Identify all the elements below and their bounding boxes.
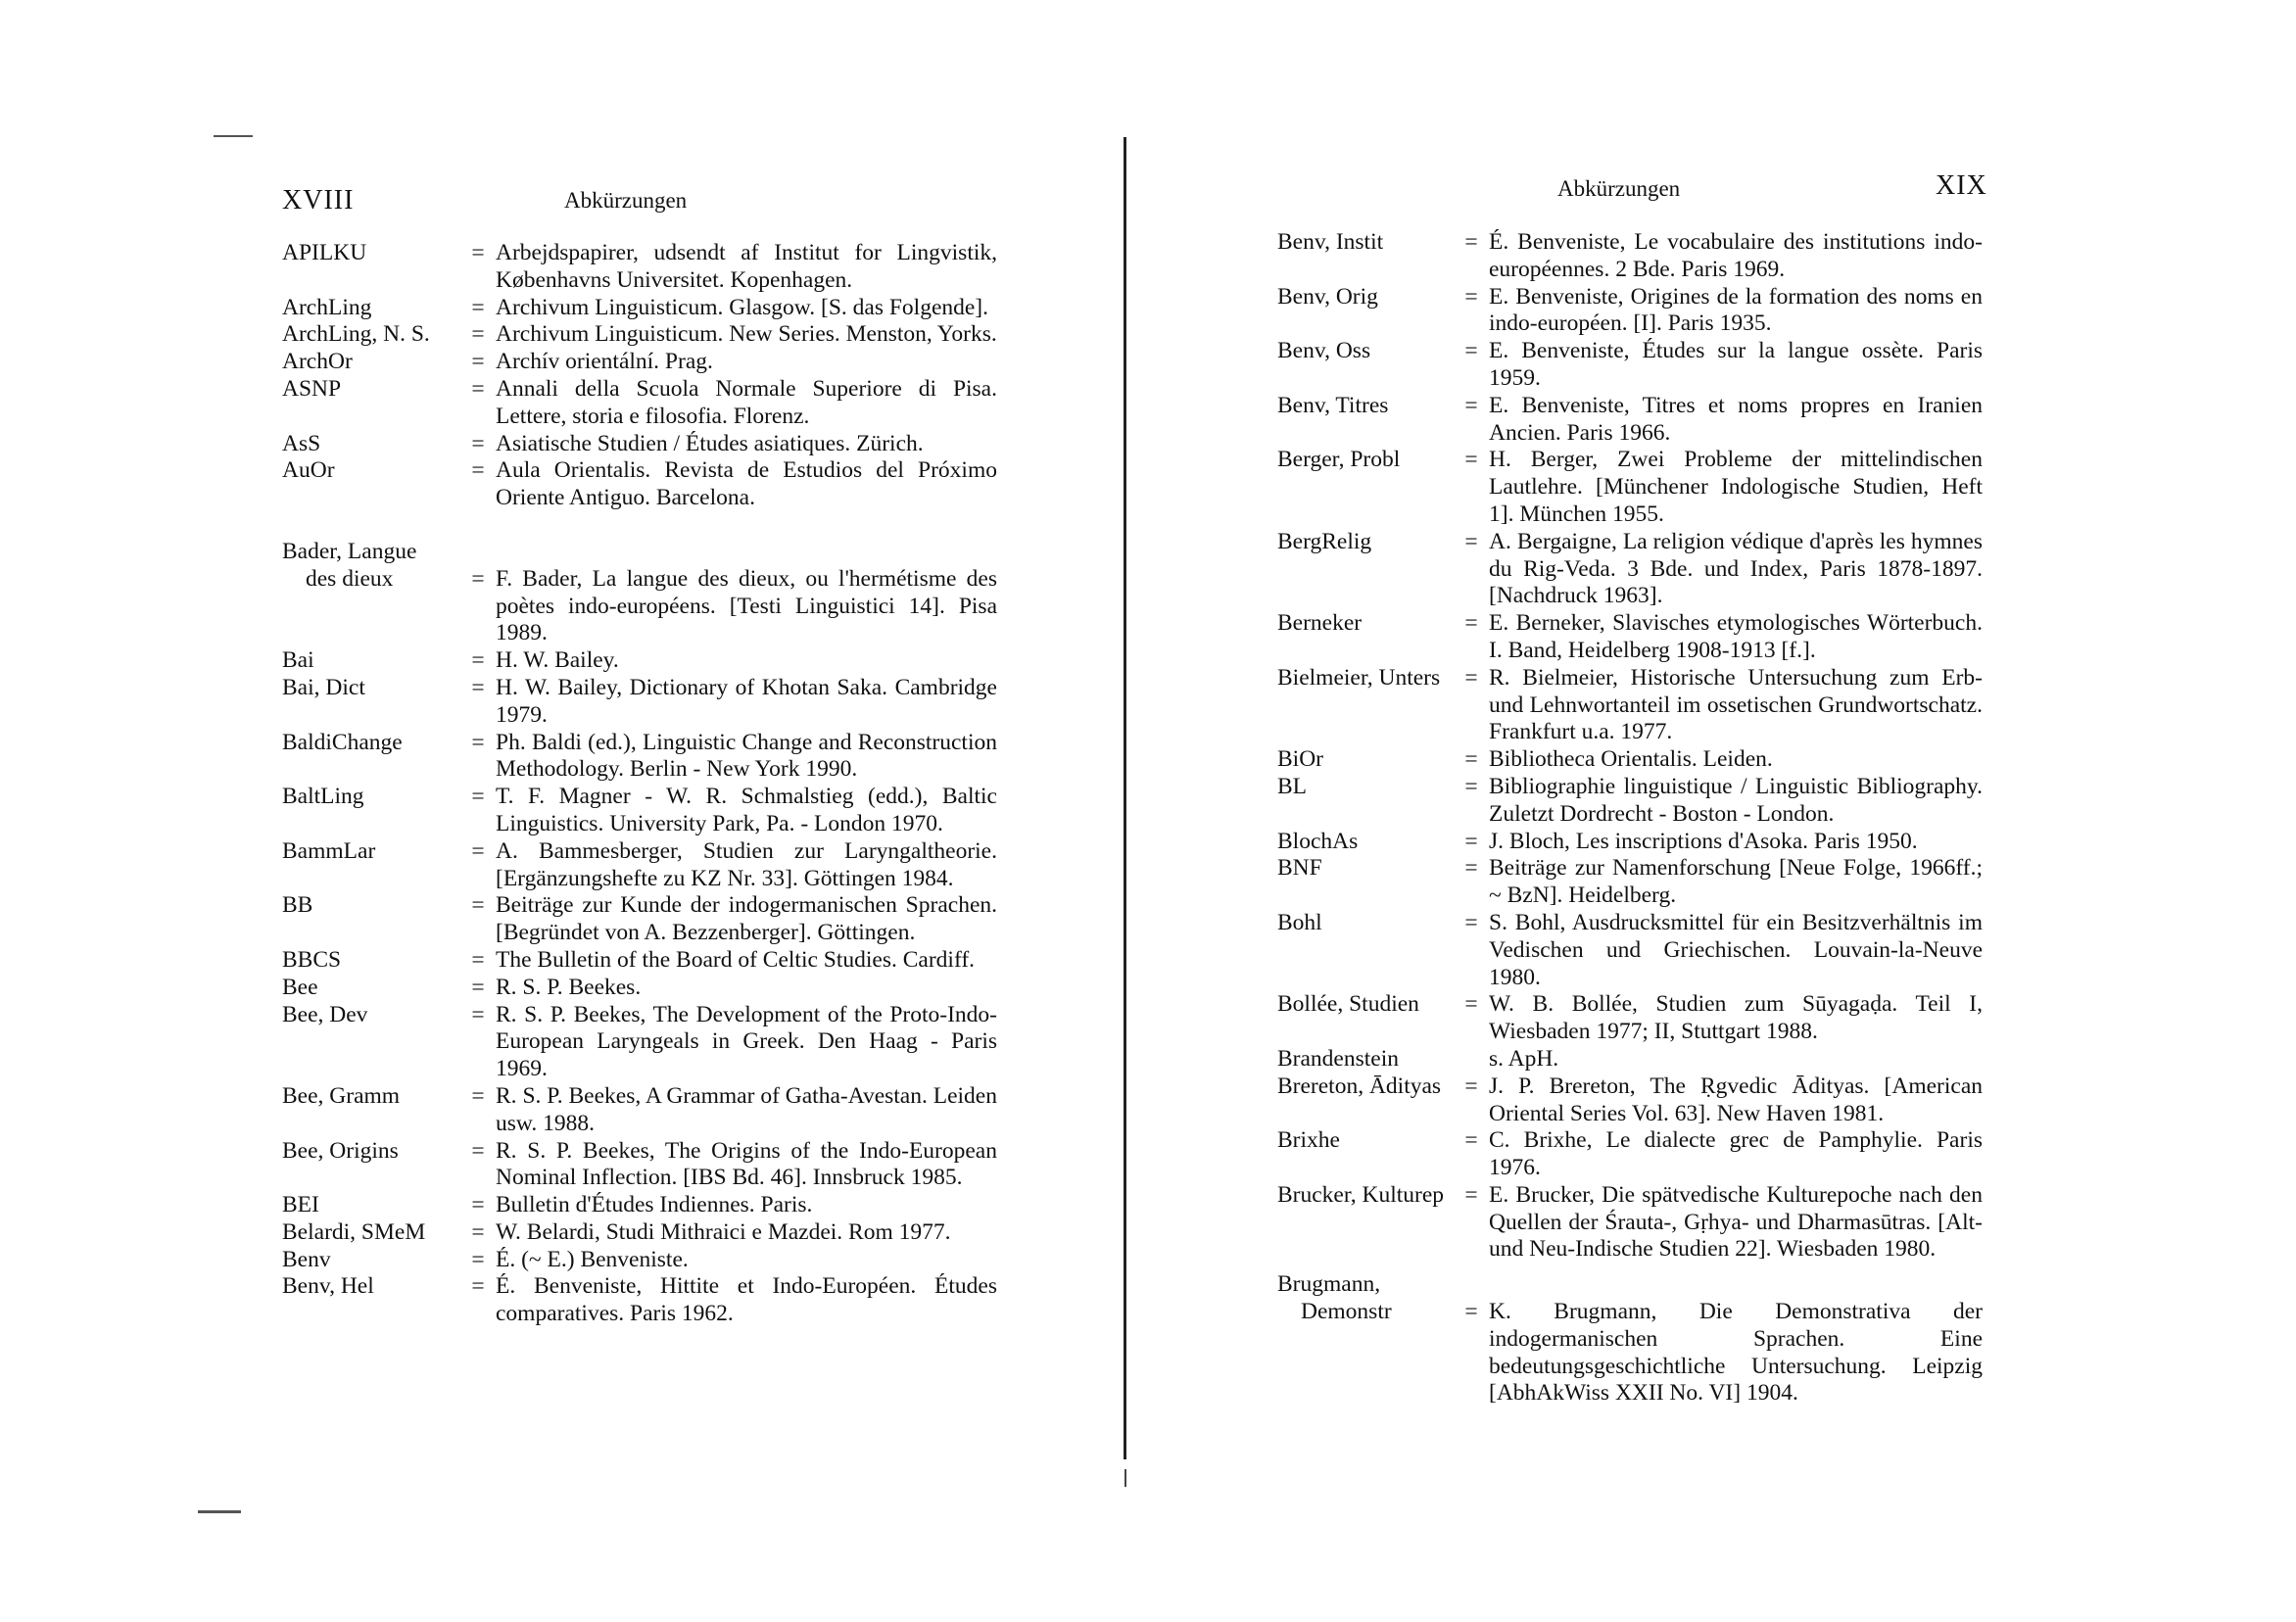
entry-abbr: Brixhe [1277, 1127, 1340, 1154]
entry-abbr: Berneker [1277, 610, 1363, 637]
equals-sign: = [471, 946, 485, 973]
entry-asnp [282, 376, 997, 431]
entry-abbr: BNF [1277, 855, 1322, 882]
entry-auor [282, 457, 997, 512]
entry-definition: É. Benveniste, Le vocabulaire des institutions indo-européennes. 2 Bde. Paris 1969. [1489, 229, 1983, 282]
equals-sign: = [471, 674, 485, 700]
scan-speck [214, 135, 253, 137]
entry-definition: Bibliographie linguistique / Linguistic Bibliography. Zuletzt Dordrecht - Boston - London. [1489, 773, 1983, 827]
left-folio: XVIII [282, 185, 355, 215]
equals-sign: = [471, 294, 485, 320]
equals-sign: = [1464, 855, 1478, 882]
equals-sign: = [471, 1218, 485, 1245]
entry-bee [282, 975, 997, 1002]
equals-sign: = [471, 457, 485, 484]
entry-abbr: BammLar [282, 837, 376, 864]
entry-blochas [1277, 829, 1983, 856]
entry-definition: É. Benveniste, Hittite et Indo-Européen. Études comparatives. Paris 1962. [496, 1273, 997, 1327]
entry-definition: R. S. P. Beekes, The Development of the Proto-Indo-European Laryngeals in Greek. Den Haag - Paris 1969. [496, 1001, 997, 1082]
entry-definition: Archív orientální. Prag. [496, 349, 713, 375]
entry-definition: Arbejdspapirer, udsendt af Institut for Lingvistik, Københavns Universitet. Kopenhagen. [496, 240, 997, 293]
entry-definition: Archivum Linguisticum. New Series. Menston, Yorks. [496, 321, 997, 348]
equals-sign: = [1464, 1299, 1478, 1325]
entry-bergrelig [1277, 529, 1983, 610]
entry-abbr: ASNP [282, 375, 342, 402]
equals-sign: = [1464, 773, 1478, 799]
equals-sign: = [1464, 229, 1478, 255]
equals-sign: = [471, 837, 485, 864]
equals-sign: = [471, 565, 485, 592]
equals-sign: = [1464, 1181, 1478, 1208]
entry-abbr: Bielmeier, Unters [1277, 664, 1441, 691]
entry-definition: R. S. P. Beekes, The Origins of the Indo-European Nominal Inflection. [IBS Bd. 46]. Innsbruck 1985. [496, 1137, 997, 1191]
equals-sign: = [471, 375, 485, 402]
entry-definition: R. Bielmeier, Historische Untersuchung zum Erb- und Lehnwortanteil im ossetischen Grundwortschatz. Frankfurt u.a. 1977. [1489, 664, 1983, 745]
entry-definition: K. Brugmann, Die Demonstrativa der indogermanischen Sprachen. Eine bedeutungsgeschichtliche Untersuchung. Leipzig [AbhAkWiss XXII No. VI] 1904. [1489, 1299, 1983, 1407]
entry-definition: E. Benveniste, Études sur la langue ossète. Paris 1959. [1489, 338, 1983, 391]
entry-abbr: BBCS [282, 946, 342, 973]
entry-definition: S. Bohl, Ausdrucksmittel für ein Besitzverhältnis im Vedischen und Griechischen. Louvain-la-Neuve 1980. [1489, 909, 1983, 990]
entry-definition: Bulletin d'Études Indiennes. Paris. [496, 1192, 813, 1218]
entry-abbr: Brandenstein [1277, 1045, 1399, 1072]
entry-abbr: Bader, Langue [282, 538, 417, 564]
entry-bader-langue-head [282, 539, 997, 566]
entry-abbr: Brugmann, [1277, 1271, 1381, 1298]
entry-abbr: Bee, Dev [282, 1001, 368, 1027]
entry-abbr: BergRelig [1277, 528, 1372, 554]
equals-sign: = [471, 784, 485, 810]
entry-abbr: Bohl [1277, 909, 1322, 935]
entry-abbr: Bai, Dict [282, 674, 365, 700]
entry-definition: Annali della Scuola Normale Superiore di Pisa. Lettere, storia e filosofia. Florenz. [496, 375, 997, 429]
equals-sign: = [471, 240, 485, 265]
equals-sign: = [1464, 1073, 1478, 1099]
entry-abbr: Benv, Titres [1277, 392, 1389, 418]
entry-definition: Archivum Linguisticum. Glasgow. [S. das Folgende]. [496, 294, 989, 320]
entry-bee-origins [282, 1138, 997, 1193]
entry-abbr: Bee, Origins [282, 1137, 399, 1164]
equals-sign: = [1464, 283, 1478, 310]
entry-archling [282, 295, 997, 322]
entry-abbr-continued: Demonstr [1301, 1299, 1392, 1325]
entry-bbcs [282, 947, 997, 975]
entry-bai [282, 647, 997, 675]
equals-sign: = [471, 1192, 485, 1218]
entry-benv-instit [1277, 229, 1983, 284]
entry-definition: Aula Orientalis. Revista de Estudios del Próximo Oriente Antiguo. Barcelona. [496, 457, 997, 511]
entry-brugmann-demonstr [1277, 1299, 1983, 1407]
entry-abbr: Bai [282, 647, 314, 674]
entry-baltling [282, 784, 997, 838]
right-entry-list [1277, 229, 1983, 1407]
entry-definition: T. F. Magner - W. R. Schmalstieg (edd.), Baltic Linguistics. University Park, Pa. - London 1970. [496, 784, 997, 836]
entry-abbr: Benv, Instit [1277, 229, 1384, 255]
section-gap [282, 512, 997, 539]
entry-abbr: BL [1277, 773, 1308, 799]
entry-abbr: BB [282, 892, 313, 919]
equals-sign: = [471, 1082, 485, 1109]
equals-sign: = [471, 729, 485, 755]
entry-ass [282, 431, 997, 458]
equals-sign: = [1464, 746, 1478, 773]
entry-bohl [1277, 910, 1983, 991]
entry-abbr: ArchLing [282, 294, 372, 320]
equals-sign: = [1464, 338, 1478, 364]
entry-definition: R. S. P. Beekes, A Grammar of Gatha-Avestan. Leiden usw. 1988. [496, 1082, 997, 1136]
right-running-title: Abkürzungen [1557, 176, 1681, 201]
entry-abbr: Brucker, Kulturep [1277, 1181, 1445, 1208]
entry-definition: F. Bader, La langue des dieux, ou l'hermétisme des poètes indo-européens. [Testi Linguistici 14]. Pisa 1989. [496, 565, 997, 646]
entry-abbr: Bee [282, 974, 318, 1000]
entry-definition: H. W. Bailey, Dictionary of Khotan Saka. Cambridge 1979. [496, 674, 997, 728]
entry-abbr: APILKU [282, 240, 367, 265]
entry-bee-dev [282, 1002, 997, 1083]
left-page [0, 0, 1126, 1622]
entry-brixhe [1277, 1127, 1983, 1182]
equals-sign: = [1464, 664, 1478, 691]
entry-bammlar [282, 838, 997, 893]
equals-sign: = [471, 430, 485, 456]
entry-brugmann-demonstr-head [1277, 1271, 1983, 1299]
entry-definition: The Bulletin of the Board of Celtic Studies. Cardiff. [496, 946, 976, 973]
entry-abbr: Brereton, Ādityas [1277, 1073, 1442, 1099]
entry-definition: Bibliotheca Orientalis. Leiden. [1489, 746, 1773, 773]
entry-abbr: Benv [282, 1246, 331, 1272]
left-running-title: Abkürzungen [564, 188, 688, 213]
entry-bnf [1277, 855, 1983, 910]
equals-sign: = [1464, 610, 1478, 637]
entry-bior [1277, 746, 1983, 774]
entry-definition: Ph. Baldi (ed.), Linguistic Change and Reconstruction Methodology. Berlin - New York 1990. [496, 729, 997, 783]
entry-bollee-studien [1277, 991, 1983, 1046]
equals-sign: = [1464, 909, 1478, 935]
entry-definition: É. (~ E.) Benveniste. [496, 1246, 689, 1272]
entry-abbr: ArchLing, N. S. [282, 321, 430, 348]
entry-definition: E. Brucker, Die spätvedische Kulturepoche nach den Quellen der Śrauta-, Gṛhya- und Dharmasūtras. [Alt- und Neu-Indische Studien 22]. Wiesbaden 1980. [1489, 1181, 1983, 1263]
entry-archor [282, 349, 997, 376]
equals-sign: = [471, 974, 485, 1000]
entry-definition: Asiatische Studien / Études asiatiques. Zürich. [496, 430, 924, 456]
entry-abbr: Benv, Hel [282, 1273, 374, 1300]
entry-abbr: ArchOr [282, 349, 353, 375]
entry-bei [282, 1192, 997, 1219]
entry-apilku [282, 240, 997, 295]
entry-benv-oss [1277, 338, 1983, 393]
entry-definition: Beiträge zur Kunde der indogermanischen Sprachen. [Begründet von A. Bezzenberger]. Göttingen. [496, 892, 997, 946]
entry-berneker [1277, 610, 1983, 665]
entry-definition: H. W. Bailey. [496, 647, 619, 674]
entry-abbr: Benv, Oss [1277, 338, 1371, 364]
entry-definition: W. B. Bollée, Studien zum Sūyagaḍa. Teil I, Wiesbaden 1977; II, Stuttgart 1988. [1489, 991, 1983, 1045]
entry-brucker-kulturep [1277, 1182, 1983, 1264]
equals-sign: = [1464, 447, 1478, 473]
entry-berger-probl [1277, 447, 1983, 528]
entry-abbr: Benv, Orig [1277, 283, 1378, 310]
entry-abbr: BaltLing [282, 784, 364, 810]
equals-sign: = [1464, 528, 1478, 554]
entry-abbr: BaldiChange [282, 729, 403, 755]
entry-benv-titres [1277, 393, 1983, 448]
equals-sign: = [471, 1001, 485, 1027]
entry-definition: J. P. Brereton, The Ṛgvedic Ādityas. [American Oriental Series Vol. 63]. New Haven 1981. [1489, 1073, 1983, 1126]
entry-definition: A. Bergaigne, La religion védique d'après les hymnes du Rig-Veda. 3 Bde. und Index, Paris 1878-1897. [Nachdruck 1963]. [1489, 528, 1983, 609]
entry-archling-ns [282, 321, 997, 349]
entry-definition: E. Berneker, Slavisches etymologisches Wörterbuch. I. Band, Heidelberg 1908-1913 [f.]. [1489, 610, 1983, 663]
equals-sign: = [1464, 828, 1478, 854]
entry-abbr: BiOr [1277, 746, 1323, 773]
entry-abbr: Belardi, SMeM [282, 1218, 426, 1245]
equals-sign: = [1464, 1127, 1478, 1154]
entry-abbr: AuOr [282, 457, 335, 484]
equals-sign: = [471, 1137, 485, 1164]
entry-bee-gramm [282, 1083, 997, 1138]
entry-benv [282, 1247, 997, 1274]
entry-benv-orig [1277, 284, 1983, 339]
entry-brandenstein [1277, 1046, 1983, 1073]
entry-bl [1277, 774, 1983, 829]
entry-bai-dict [282, 675, 997, 730]
entry-abbr-continued: des dieux [306, 565, 394, 592]
entry-bielmeier-unters [1277, 665, 1983, 746]
entry-definition: R. S. P. Beekes. [496, 974, 642, 1000]
equals-sign: = [1464, 991, 1478, 1018]
entry-abbr: Bee, Gramm [282, 1082, 401, 1109]
equals-sign: = [471, 321, 485, 348]
entry-benv-hel [282, 1273, 997, 1328]
entry-abbr: BEI [282, 1192, 319, 1218]
equals-sign: = [1464, 392, 1478, 418]
entry-baldichange [282, 730, 997, 785]
entry-definition: C. Brixhe, Le dialecte grec de Pamphylie. Paris 1976. [1489, 1127, 1983, 1181]
entry-definition: E. Benveniste, Origines de la formation des noms en indo-européen. [I]. Paris 1935. [1489, 283, 1983, 337]
entry-definition: J. Bloch, Les inscriptions d'Asoka. Paris 1950. [1489, 828, 1918, 854]
entry-definition: s. ApH. [1489, 1045, 1559, 1072]
entry-bader-langue [282, 566, 997, 647]
entry-definition: H. Berger, Zwei Probleme der mittelindischen Lautlehre. [Münchener Indologische Studien, Heft 1]. München 1955. [1489, 447, 1983, 527]
equals-sign: = [471, 349, 485, 375]
equals-sign: = [471, 1273, 485, 1300]
right-page [1126, 0, 2296, 1622]
entry-abbr: AsS [282, 430, 321, 456]
entry-definition: E. Benveniste, Titres et noms propres en Iranien Ancien. Paris 1966. [1489, 392, 1983, 446]
right-folio: XIX [1936, 170, 1987, 201]
entry-abbr: Bollée, Studien [1277, 991, 1419, 1018]
entry-definition: W. Belardi, Studi Mithraici e Mazdei. Rom 1977. [496, 1218, 951, 1245]
equals-sign: = [471, 892, 485, 919]
left-entry-list [282, 240, 997, 1328]
entry-definition: A. Bammesberger, Studien zur Laryngaltheorie. [Ergänzungshefte zu KZ Nr. 33]. Göttingen 1984. [496, 837, 997, 891]
equals-sign: = [471, 1246, 485, 1272]
entry-brereton-adityas [1277, 1073, 1983, 1128]
entry-abbr: Berger, Probl [1277, 447, 1401, 473]
entry-definition: Beiträge zur Namenforschung [Neue Folge, 1966ff.; ~ BzN]. Heidelberg. [1489, 855, 1983, 909]
scan-speck [198, 1510, 241, 1513]
entry-bb [282, 892, 997, 947]
equals-sign: = [471, 647, 485, 674]
entry-belardi-smem [282, 1219, 997, 1247]
entry-abbr: BlochAs [1277, 828, 1359, 854]
